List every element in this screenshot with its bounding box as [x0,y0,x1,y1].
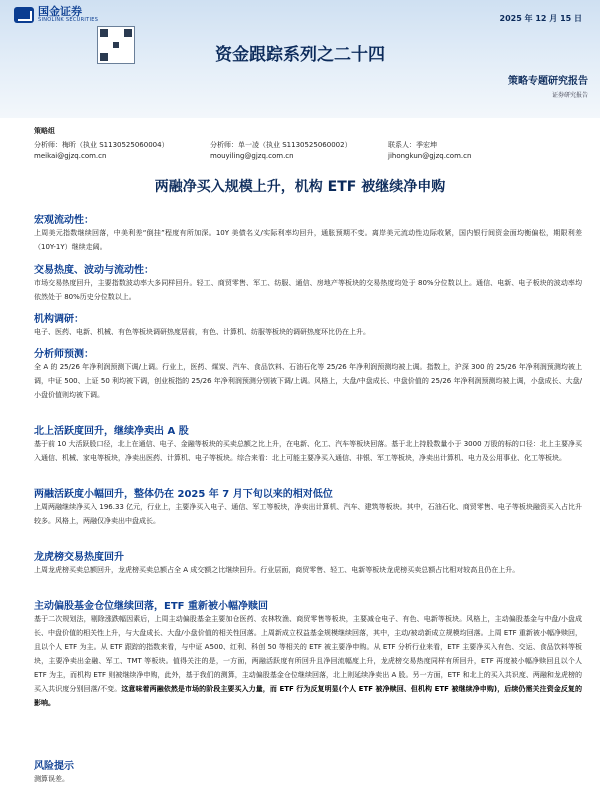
series-title: 资金跟踪系列之二十四 [215,45,385,65]
section-heading-fund-position-etf: 主动偏股基金仓位继续回落，ETF 重新被小幅净赎回 [34,601,268,612]
document-title: 两融净买入规模上升，机构 ETF 被继续净申购 [154,179,446,195]
section-text-risk-warning: 测算误差。 [34,775,69,783]
fund-etf-emphasis: 这意味着两融依然是市场的阶段主要买入力量，而 ETF 行为反复明显(个人 ETF 被净赎回、但机构 ETF 被继续净申购)，后续仍需关注资金反复的影响。 [34,685,582,707]
section-text-analyst-forecast: 全 A 的 25/26 年净利润预测下调/上调。行业上，医药、煤炭、汽车、食品饮料、石油石化等 25/26 年净利润预测均被上调。指数上，沪深 300 的 25/26 年净利润预测均被上调，中证 500、上证 50 利均被下调，创业板指的 25/26 年净利润预测分别被下调/上调。风格上，大盘/中盘成长、中盘价值的 25/26 年净利润预测均被上调，小盘成长、大盘/小盘价值则均被下调。 [34,363,582,399]
analyst-1-name: 分析师：梅昕（执业 S1130525060004） [34,141,169,149]
section-heading-institution-research: 机构调研： [34,314,84,325]
report-type: 策略专题研究报告 [508,76,588,87]
contact-person [388,140,471,162]
logo-english-name: SINOLINK SECURITIES [38,17,99,23]
section-heading-macro-liquidity: 宏观流动性： [34,215,94,226]
section-text-fund-position-etf [34,612,582,710]
analyst-2-name: 分析师：单一凌（执业 S1130525060002） [210,141,352,149]
contact-name: 联系人：季宏坤 [388,141,437,149]
company-logo [14,6,98,23]
logo-chinese-name: 国金证券 [38,5,82,18]
section-heading-trading-heat: 交易热度、波动与流动性： [34,265,154,276]
section-text-northbound: 基于前 10 大活跃股口径，北上在通信、电子、金融等板块的买卖总额之比上升，在电新、化工、汽车等板块回落。基于北上持股数量小于 3000 万股的标的口径：北上主要净买入通信、机械、家电等板块，净卖出医药、计算机、电子等板块。综合来看：北上可能主要净买入通信、非银、军工等板块，净卖出计算机、电力及公用事业、化工等板块。 [34,440,582,462]
team-label: 策略组 [34,127,55,135]
section-text-dragon-tiger-list: 上周龙虎榜买卖总额回升，龙虎榜买卖总额占全 A 成交额之比继续回升。行业层面，商贸零售、轻工、电新等板块龙虎榜买卖总额占比相对较高且仍在上升。 [34,566,520,574]
analyst-1-email[interactable]: meikai@gjzq.com.cn [34,152,107,160]
analyst-1 [34,140,169,162]
section-heading-risk-warning: 风险提示 [34,761,74,772]
fund-etf-body: 基于二次规划法，剔除涨跌幅因素后，上周主动偏股基金主要加仓医药、农林牧渔、商贸零售等板块，主要减仓电子、有色、电新等板块。风格上，主动偏股基金与中盘/小盘成长、中盘价值的相关性上升，与大盘成长、大盘/小盘价值的相关性回落。上周新成立权益基金规模继续回落，其中，主动/被动新成立规模均回落。上周 ETF 重新被小幅净赎回，且以个人 ETF 为主。从 ETF 跟踪的指数来看，与中证 A500、红利、科创 50 等相关的 ETF 被主要净申购。从 ETF 分析行业来看，ETF 主要净买入有色、交运、食品饮料等板块，主要净卖出金融、军工、TMT 等板块。值得关注的是，一方面，两融活跃度有所回升且净回流幅度上升，龙虎榜交易热度同样有所回升，ETF 再度被小幅净赎回且以个人 ETF 为主，而机构 ETF 则被继续净申购，此外，基于我们的测算，主动偏股基金仓位继续回落，北上则延续净卖出 A 股。另一方面，ETF 和北上的买入共识度、两融和龙虎榜的买入共识度分别回落/不变。 [34,615,582,693]
section-text-margin-trading: 上周两融继续净买入 196.33 亿元，行业上，主要净买入电子、通信、军工等板块，净卖出计算机、汽车、建筑等板块。其中，石油石化、商贸零售、电子等板块融资买入占比升较多。风格上，两融仅净卖出中盘成长。 [34,503,582,525]
analyst-2 [210,140,352,162]
report-category: 证券研究报告 [551,92,588,99]
section-text-macro-liquidity: 上周美元指数继续回落，中美利差“倒挂”程度有所加深。10Y 美债名义/实际利率均回升，通胀预期不变。离岸美元流动性边际收紧，国内银行间资金面均衡偏松，期限利差（10Y-1Y）继续走阔。 [34,229,582,251]
logo-mark-icon [14,7,34,23]
section-heading-northbound: 北上活跃度回升，继续净卖出 A 股 [34,426,189,437]
contact-email[interactable]: jihongkun@gjzq.com.cn [388,152,472,160]
report-date: 2025 年 12 月 15 日 [499,14,582,23]
section-heading-dragon-tiger-list: 龙虎榜交易热度回升 [34,552,124,563]
report-header [0,0,600,118]
section-heading-analyst-forecast: 分析师预测： [34,349,94,360]
section-heading-margin-trading: 两融活跃度小幅回升，整体仍在 2025 年 7 月下旬以来的相对低位 [34,489,333,500]
analyst-2-email[interactable]: mouyiling@gjzq.com.cn [210,152,294,160]
section-text-institution-research: 电子、医药、电新、机械、有色等板块调研热度居前，有色、计算机、纺服等板块的调研热度环比仍在上升。 [34,328,370,336]
section-text-trading-heat: 市场交易热度回升，主要指数波动率大多同样回升。轻工、商贸零售、军工、纺服、通信、房地产等板块的交易热度均处于 80%分位数以上。通信、电新、电子板块的波动率均依然处于 80%历史分位数以上。 [34,279,582,301]
